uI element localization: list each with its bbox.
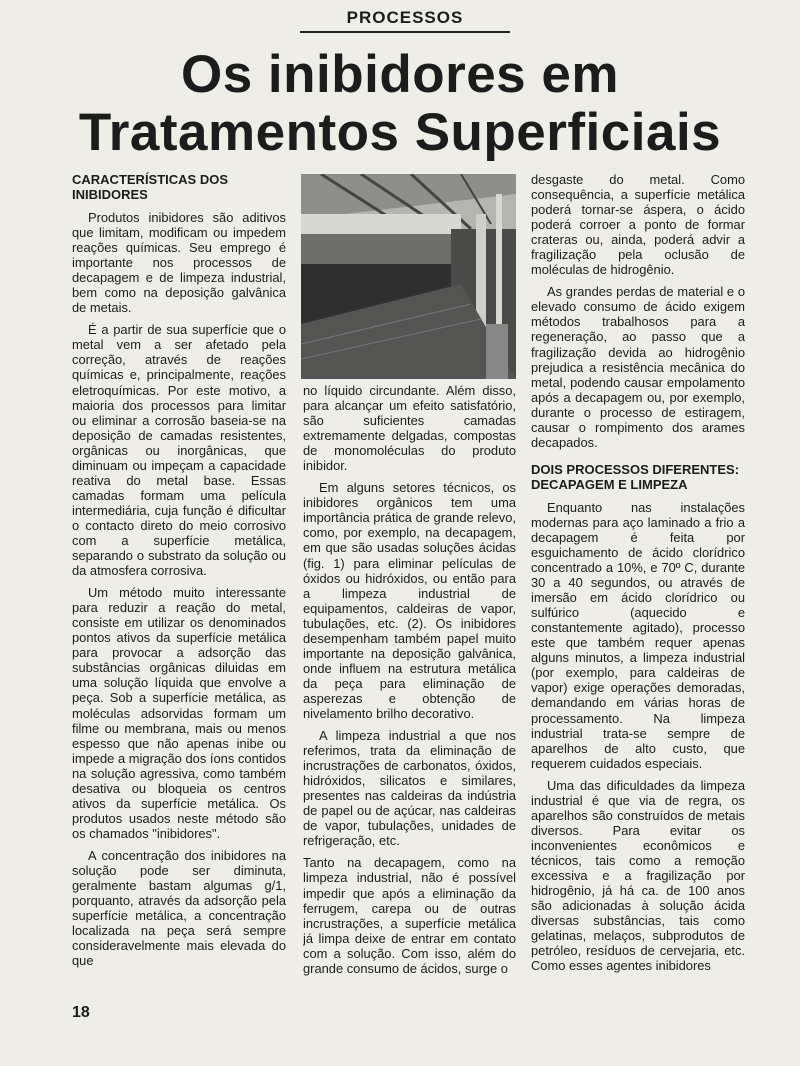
paragraph: Enquanto nas instalações modernas para aço laminado a frio a decapagem é feita por esguichamento de ácido clorídrico concentrado a 10%, e 70º C, durante 30 a 40 segundos, ou através de imersão em ácido clorídrico ou sulfúrico (aquecido e constantemente agitado), processo este que também requer apenas alguns minutos, a limpeza industrial (por exemplo, para caldeiras de vapor) exige operações demoradas, demandando em várias horas de processamento. Na limpeza industrial trata-se sempre de aparelhos de alto custo, que requerem cuidados especiais.: [531, 499, 745, 771]
article-column-2: [303, 383, 516, 1006]
section-rule: [300, 31, 510, 33]
section-heading-two-processes: DOIS PROCESSOS DIFERENTES: DECAPAGEM E LIMPEZA: [531, 461, 740, 492]
paragraph: no líquido circundante. Além disso, para alcançar um efeito satisfatório, são suficientes camadas extremamente delgadas, compostas de monomoléculas do produto inibidor.: [303, 383, 516, 474]
paragraph: Uma das dificuldades da limpeza industrial é que via de regra, os aparelhos são construídos de metais diversos. Para evitar os inconvenientes econômicos e técnicos, tais como a remoção excessiva e a fragilização por hidrogênio, já há ca. de 100 anos são adicionadas à solução ácida diversas substâncias, tais como gelatinas, melaços, subprodutos de petróleo, resíduos de cervejaria, etc. Como esses agentes inibidores: [531, 777, 745, 974]
paragraph: A limpeza industrial a que nos referimos, trata da eliminação de incrustrações de carbonatos, óxidos, hidróxidos, silicatos e similares, presentes nas caldeiras da indústria de papel ou de açúcar, nas caldeiras de vapor, tubulações, unidades de refrigeração, etc.: [303, 728, 516, 849]
page-number: 18: [72, 1004, 90, 1021]
paragraph: É a partir de sua superfície que o metal vem a ser afetado pela correção, através de reações químicas e, principalmente, reações eletroquímicas. Por este motivo, a maioria dos processos para limitar ou eliminar a corrosão baseia-se na deposição de camadas resistentes, orgânicas ou inorgânicas, que diminuam ou impeçam a capacidade reativa do metal base. Essas camadas formam uma película intermediária, cuja função é dificultar o contacto direto do meio corrosivo com a superfície metálica, separando o substrato da solução ou da atmosfera corrosiva.: [72, 322, 286, 579]
section-label: PROCESSOS: [346, 8, 464, 27]
paragraph: Produtos inibidores são aditivos que limitam, modificam ou impedem reações químicas. Seu emprego é importante nos processos de decapagem e de limpeza industrial, bem como na deposição galvânica de metais.: [72, 210, 286, 316]
article-column-1: [72, 172, 286, 1002]
article-title-line-2: Tratamentos Superficiais: [78, 103, 722, 162]
article-column-3: [531, 172, 745, 1032]
paragraph: Em alguns setores técnicos, os inibidores orgânicos tem uma importância prática de grande relevo, como, por exemplo, na decapagem, em que são usadas soluções ácidas (fig. 1) para eliminar películas de óxidos ou hidróxidos, ou então para a limpeza industrial de equipamentos, caldeiras de vapor, tubulações, etc. (2). Os inibidores desempenham também papel muito importante na deposição galvânica, onde influem na estrutura metálica da peça para eliminação de asperezas e obtenção de nivelamento brilho decorativo.: [303, 480, 516, 721]
paragraph: Tanto na decapagem, como na limpeza industrial, não é possível impedir que após a eliminação da ferrugem, carepa ou de outras incrustrações, a superfície metálica já limpa deixe de entrar em contato com a solução. Com isso, além do grande consumo de ácidos, surge o: [303, 855, 516, 976]
paragraph: Um método muito interessante para reduzir a reação do metal, consiste em utilizar os denominados pontos ativos da superfície metálica para provocar a adsorção das substâncias orgânicas diluidas em uma solução líquida que envolve a peça. Sob a superfície metálica, as moléculas adsorvidas formam um filme ou membrana, mais ou menos espesso que não apenas inibe ou impede a migração dos íons contidos na solução agressiva, como também desativa ou bloqueia os centros ativos da superfície metálica. Os produtos usados neste método são os chamados "inibidores".: [72, 585, 286, 841]
industrial-pickling-plant-photo: [301, 174, 516, 379]
paragraph: A concentração dos inibidores na solução pode ser diminuta, geralmente bastam algumas g/1, porquanto, através da adsorção pela superfície metálica, a concentração localizada na peça será sempre consideravelmente mais elevada do que: [72, 847, 286, 969]
article-title-line-1: Os inibidores em: [180, 45, 619, 104]
paragraph: desgaste do metal. Como consequência, a superfície metálica poderá tornar-se áspera, o ácido poderá corroer a ponto de formar crateras ou, ainda, poderá advir a fragilização pela oclusão de moléculas de hidrogênio.: [531, 172, 745, 278]
section-heading-characteristics: CARACTERÍSTICAS DOS INIBIDORES: [72, 172, 229, 202]
paragraph: As grandes perdas de material e o elevado consumo de ácido exigem métodos trabalhosos para a regeneração, ao passo que a fragilização devida ao hidrogênio prejudica a resistência mecânica do metal, podendo causar empolamento após a decapagem ou, por exemplo, durante o processo de estiragem, causar o rompimento dos arames decapados.: [531, 284, 745, 450]
